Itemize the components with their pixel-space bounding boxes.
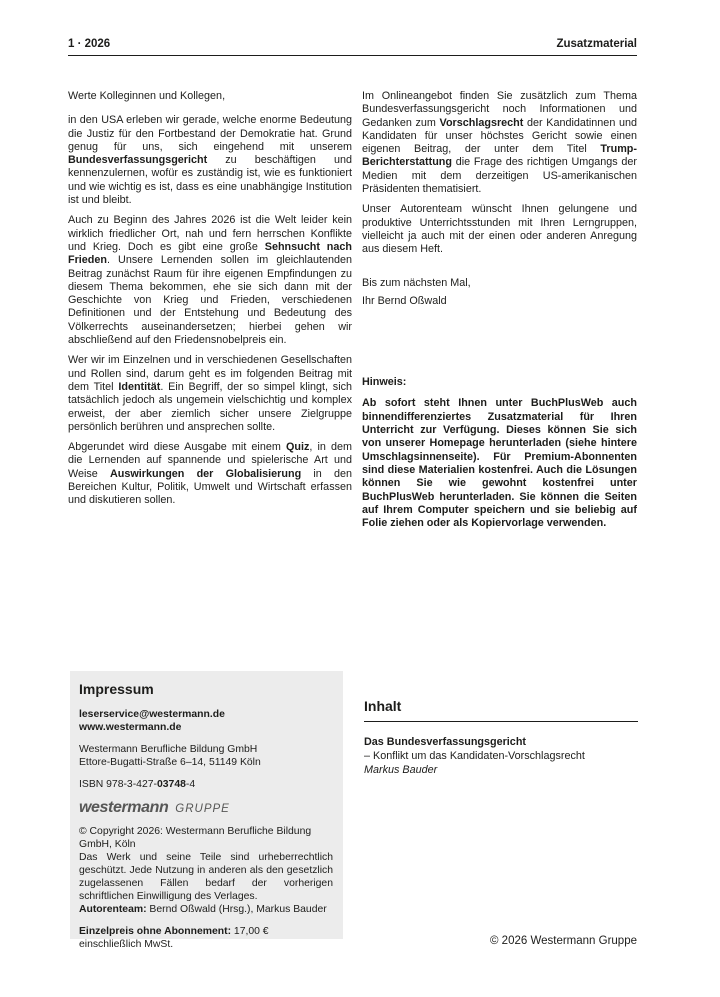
hinweis-body: Ab sofort steht Ihnen unter BuchPlusWeb auch binnendifferenziertes Zusatzmaterial für Ihren Unterricht zur Verfügung. Dieses können Sie sich von unserer Homepage herunterladen (siehe hintere Umschlagsinnenseite). Für Premium-Abonnenten sind diese Materialien kostenfrei. Auch die Lösungen können Sie wie gewohnt kostenfrei unter BuchPlusWeb herunterladen. Sie können die Seiten auf Ihrem Computer speichern und sie beliebig auf Folie ziehen oder als Kopiervorlage verwenden. xyxy=(362,397,637,530)
toc-entry xyxy=(364,736,638,777)
editorial-paragraph: Unser Autorenteam wünscht Ihnen gelungene und produktive Unterrichtsstunden mit Ihren Lerngruppen, vielleicht ja auch mit der einen oder anderen Anregung aus diesem Heft. xyxy=(362,203,637,256)
publisher-name: Westermann Berufliche Bildung GmbH xyxy=(79,744,258,755)
impressum-title: Impressum xyxy=(79,681,154,697)
logo-suffix-text: GRUPPE xyxy=(175,803,230,815)
hinweis-note xyxy=(362,376,637,530)
toc-entry-author: Markus Bauder xyxy=(364,763,438,776)
authors-line: Autorenteam: Bernd Oßwald (Hrsg.), Markus Bauder xyxy=(79,904,327,915)
copyright-notice: © Copyright 2026: Westermann Berufliche Bildung GmbH, Köln xyxy=(79,826,312,850)
salutation: Werte Kolleginnen und Kollegen, xyxy=(68,90,226,102)
contact-website: www.westermann.de xyxy=(79,722,182,733)
issue-number: 1 · 2026 xyxy=(68,38,111,50)
impressum-box xyxy=(70,671,343,950)
contact-email: leserservice@westermann.de xyxy=(79,709,225,720)
westermann-gruppe-logo xyxy=(79,801,333,816)
left-column xyxy=(68,90,352,537)
isbn-line: ISBN 978-3-427-03748-4 xyxy=(79,779,196,790)
editorial-paragraph: Im Onlineangebot finden Sie zusätzlich zum Thema Bundesverfassungsgericht noch Informationen und Gedanken zum Vorschlagsrecht der Kandidatinnen und Kandidaten für unser höchstes Gericht sowie einen eigenen Beitrag, der unter dem Titel Trump-Berichterstattung die Frage des richtigen Umgangs der Medien mit dem derzeitigen US-amerikanischen Präsidenten thematisiert. xyxy=(362,90,637,196)
rights-notice: Das Werk und seine Teile sind urheberrechtlich geschützt. Jede Nutzung in anderen als den gesetzlich zugelassenen Fällen bedarf der vorherigen schriftlichen Einwilligung des Verlages. xyxy=(79,852,333,902)
editorial-paragraph: Auch zu Beginn des Jahres 2026 ist die Welt leider kein wirklich friedlicher Ort, nah und fern herrschen Konflikte und Krieg. Doch es gibt eine große Sehnsucht nach Frieden. Unsere Lernenden sollen im gleichlautenden Beitrag zunächst Raum für ihre eigenen Empfindungen zu diesem Thema bekommen, ehe sie sich dann mit der Geschichte von Krieg und Frieden, verschiedenen Definitionen und der Entstehung und Bedeutung des Völkerrechts auseinandersetzen; hierbei gehen wir abschließend auf den Friedensnobelpreis ein. xyxy=(68,214,352,347)
signature-line: Ihr Bernd Oßwald xyxy=(362,294,447,307)
inhalt-title: Inhalt xyxy=(364,699,638,722)
inhalt-section xyxy=(364,699,638,777)
editorial-paragraph: Abgerundet wird diese Ausgabe mit einem Quiz, in dem die Lernenden auf spannende und spielerische Art und Weise Auswirkungen der Globalisierung in den Bereichen Kultur, Politik, Umwelt und Wirtschaft erfassen und diskutieren sollen. xyxy=(68,441,353,507)
page-header xyxy=(68,38,637,56)
page-footer xyxy=(68,935,637,947)
editorial-paragraph: Wer wir im Einzelnen und in verschiedenen Gesellschaften und Rollen sind, darum geht es im folgenden Beitrag mit dem Titel Identität. Ein Begriff, der so simpel klingt, sich tatsächlich jedoch als ungemein vielschichtig und komplex erweist, der aber ziemlich sicher unsere Zielgruppe persönlich berühren und ansprechen sollte. xyxy=(68,354,352,433)
publisher-address: Ettore-Bugatti-Straße 6–14, 51149 Köln xyxy=(79,757,261,768)
editorial-columns xyxy=(68,90,637,537)
editorial-paragraph: in den USA erleben wir gerade, welche enorme Bedeutung die Justiz für den Fortbestand der Demokratie hat. Grund genug für uns, sich eingehend mit unserem Bundesverfassungsgericht zu beschäftigen und kennenzulernen, wofür es zuständig ist, wie es funktioniert und wie wichtig es ist, dass es eine unabhängige Institution ist und bleibt. xyxy=(68,114,352,207)
toc-entry-subtitle: – Konflikt um das Kandidaten-Vorschlagsrecht xyxy=(364,749,585,762)
price-line: Einzelpreis ohne Abonnement: 17,00 € einschließlich MwSt. xyxy=(79,926,269,950)
right-column xyxy=(362,90,637,537)
section-title: Zusatzmaterial xyxy=(556,38,637,50)
logo-brand-text: westermann xyxy=(79,799,169,816)
toc-entry-title: Das Bundesverfassungsgericht xyxy=(364,736,527,748)
footer-copyright: © 2026 Westermann Gruppe xyxy=(490,935,637,947)
hinweis-title: Hinweis: xyxy=(362,376,407,389)
closing-line: Bis zum nächsten Mal, xyxy=(362,276,471,289)
